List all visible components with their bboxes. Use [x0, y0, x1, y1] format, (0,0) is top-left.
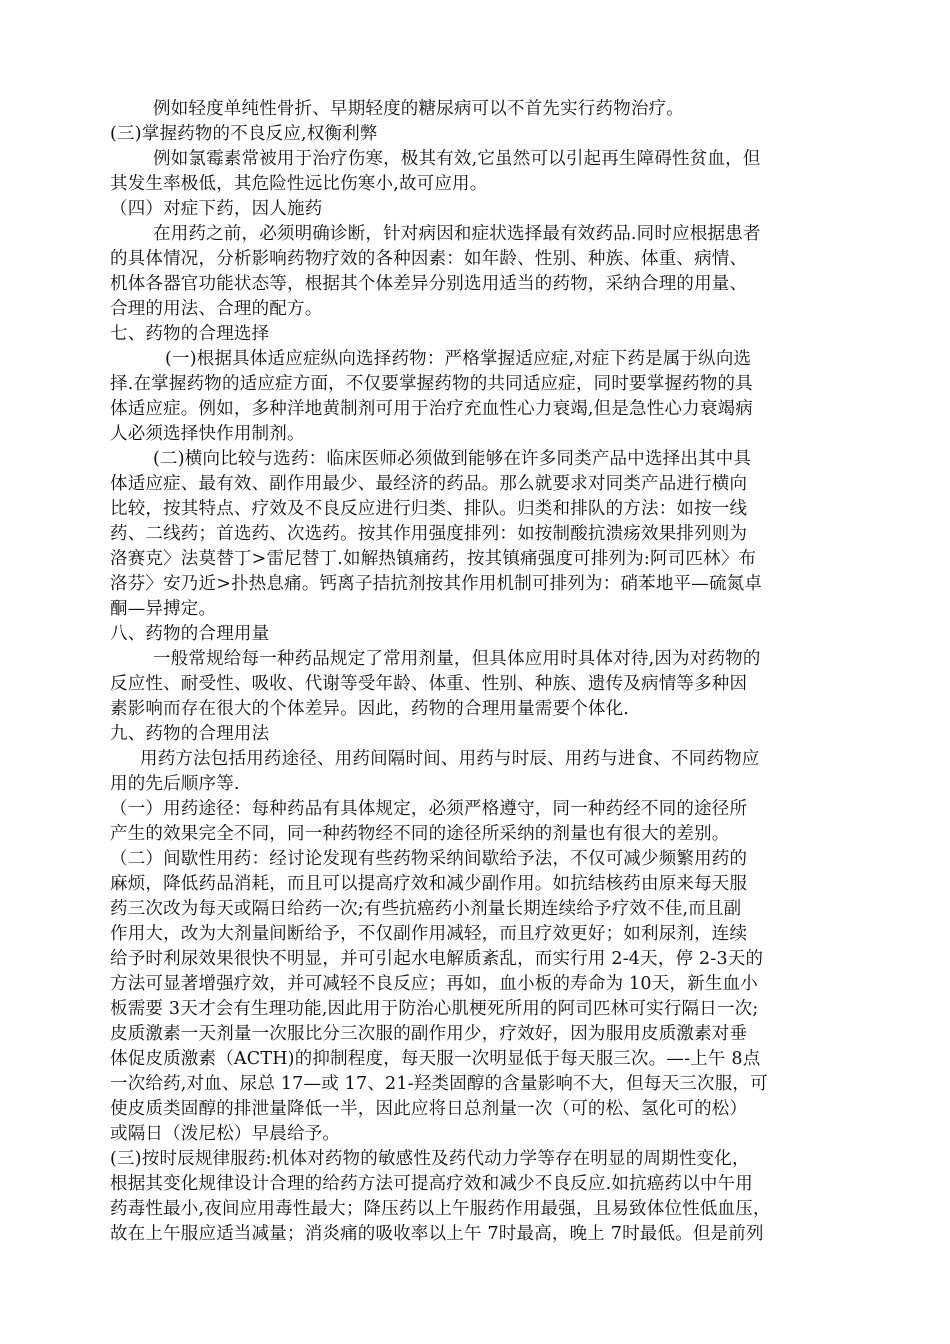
text-line: 例如轻度单纯性骨折、早期轻度的糖尿病可以不首先实行药物治疗。 [153, 99, 684, 119]
text-line: 药、二线药；首选药、次选药。按其作用强度排列：如按制酸抗溃疡效果排列则为 [110, 524, 748, 544]
text-line: 使皮质类固醇的排泄量降低一半，因此应将日总剂量一次（可的松、氢化可的松） [110, 1099, 748, 1119]
text-line: 合理的用法、合理的配方。 [110, 299, 323, 319]
text-line: 麻烦，降低药品消耗，而且可以提高疗效和减少副作用。如抗结核药由原来每天服 [110, 874, 748, 894]
text-line: (二)横向比较与选药：临床医师必须做到能够在许多同类产品中选择出其中具 [153, 449, 752, 469]
text-line: 药毒性最小,夜间应用毒性最大；降压药以上午服药作用最强，且易致体位性低血压， [110, 1199, 771, 1219]
text-line: 体适应症。例如，多种洋地黄制剂可用于治疗充血性心力衰竭,但是急性心力衰竭病 [110, 399, 753, 419]
text-line: 用药方法包括用药途径、用药间隔时间、用药与时辰、用药与进食、不同药物应 [140, 749, 760, 769]
text-line: 作用大，改为大剂量间断给予，不仅副作用减轻，而且疗效更好；如利尿剂，连续 [110, 924, 748, 944]
text-line: 酮—异搏定。 [110, 599, 217, 619]
text-line: 其发生率极低，其危险性远比伤寒小,故可应用。 [110, 174, 488, 194]
text-line: (一)根据具体适应症纵向选择药物：严格掌握适应症,对症下药是属于纵向选 [165, 349, 752, 369]
text-line: 反应性、耐受性、吸收、代谢等受年龄、体重、性别、种族、遗传及病情等多种因 [110, 674, 748, 694]
text-line: 或隔日（泼尼松）早晨给予。 [110, 1124, 341, 1144]
text-line: 机体各器官功能状态等，根据其个体差异分别选用适当的药物，采纳合理的用量、 [110, 274, 748, 294]
text-line: （四）对症下药，因人施药 [110, 199, 323, 219]
text-line: 洛芬〉安乃近>扑热息痛。钙离子拮抗剂按其作用机制可排列为：硝苯地平—硫氮卓 [110, 574, 763, 594]
text-line: 产生的效果完全不同，同一种药物经不同的途径所采纳的剂量也有很大的差别。 [110, 824, 730, 844]
text-line: 八、药物的合理用量 [110, 624, 270, 644]
text-line: 在用药之前，必须明确诊断，针对病因和症状选择最有效药品.同时应根据患者 [153, 224, 761, 244]
text-line: (三)掌握药物的不良反应,权衡利弊 [110, 124, 378, 144]
text-line: 人必须选择快作用制剂。 [110, 424, 305, 444]
text-line: 例如氯霉素常被用于治疗伤寒，极其有效,它虽然可以引起再生障碍性贫血，但 [153, 149, 761, 169]
text-line: 择.在掌握药物的适应症方面，不仅要掌握药物的共同适应症，同时要掌握药物的具 [110, 374, 753, 394]
text-line: 比较，按其特点、疗效及不良反应进行归类、排队。归类和排队的方法：如按一线 [110, 499, 748, 519]
text-line: 故在上午服应适当减量；消炎痛的吸收率以上午 7时最高，晚上 7时最低。但是前列 [110, 1224, 764, 1244]
text-line: 药三次改为每天或隔日给药一次;有些抗癌药小剂量长期连续给予疗效不佳,而且副 [110, 899, 742, 919]
text-line: 体促皮质激素（ACTH)的抑制程度，每天服一次明显低于每天服三次。—-上午 8点 [110, 1049, 761, 1069]
document-page [110, 97, 845, 1247]
text-line: 一般常规给每一种药品规定了常用剂量，但具体应用时具体对待,因为对药物的 [153, 649, 761, 669]
text-line: 体适应症、最有效、副作用最少、最经济的药品。那么就要求对同类产品进行横向 [110, 474, 748, 494]
text-line: 素影响而存在很大的个体差异。因此，药物的合理用量需要个体化. [110, 699, 630, 719]
text-line: 皮质激素一天剂量一次服比分三次服的副作用少，疗效好，因为服用皮质激素对垂 [110, 1024, 748, 1044]
text-line: 洛赛克〉法莫替丁>雷尼替丁.如解热镇痛药，按其镇痛强度可排列为:阿司匹林〉布 [110, 549, 757, 569]
text-line: 根据其变化规律设计合理的给药方法可提高疗效和减少不良反应.如抗癌药以中午用 [110, 1174, 753, 1194]
text-line: 的具体情况，分析影响药物疗效的各种因素：如年龄、性别、种族、体重、病情、 [110, 249, 748, 269]
text-line: 七、药物的合理选择 [110, 324, 270, 344]
text-line: 板需要 3天才会有生理功能,因此用于防治心肌梗死所用的阿司匹林可实行隔日一次; [110, 999, 759, 1019]
text-line: 给予时利尿效果很快不明显，并可引起水电解质紊乱，而实行用 2-4天，停 2-3天的 [110, 949, 764, 969]
text-line: （一）用药途径：每种药品有具体规定，必须严格遵守，同一种药经不同的途径所 [110, 799, 748, 819]
text-line: 用的先后顺序等. [110, 774, 240, 794]
text-line: 方法可显著增强疗效，并可减轻不良反应；再如，血小板的寿命为 10天，新生血小 [110, 974, 758, 994]
text-line: (三)按时辰规律服药:机体对药物的敏感性及药代动力学等存在明显的周期性变化， [110, 1149, 750, 1169]
text-line: 一次给药,对血、尿总 17—或 17、21-羟类固醇的含量影响不大，但每天三次服，可 [110, 1074, 768, 1094]
text-line: 九、药物的合理用法 [110, 724, 270, 744]
text-line: （二）间歇性用药：经讨论发现有些药物采纳间歇给予法，不仅可减少频繁用药的 [110, 849, 748, 869]
